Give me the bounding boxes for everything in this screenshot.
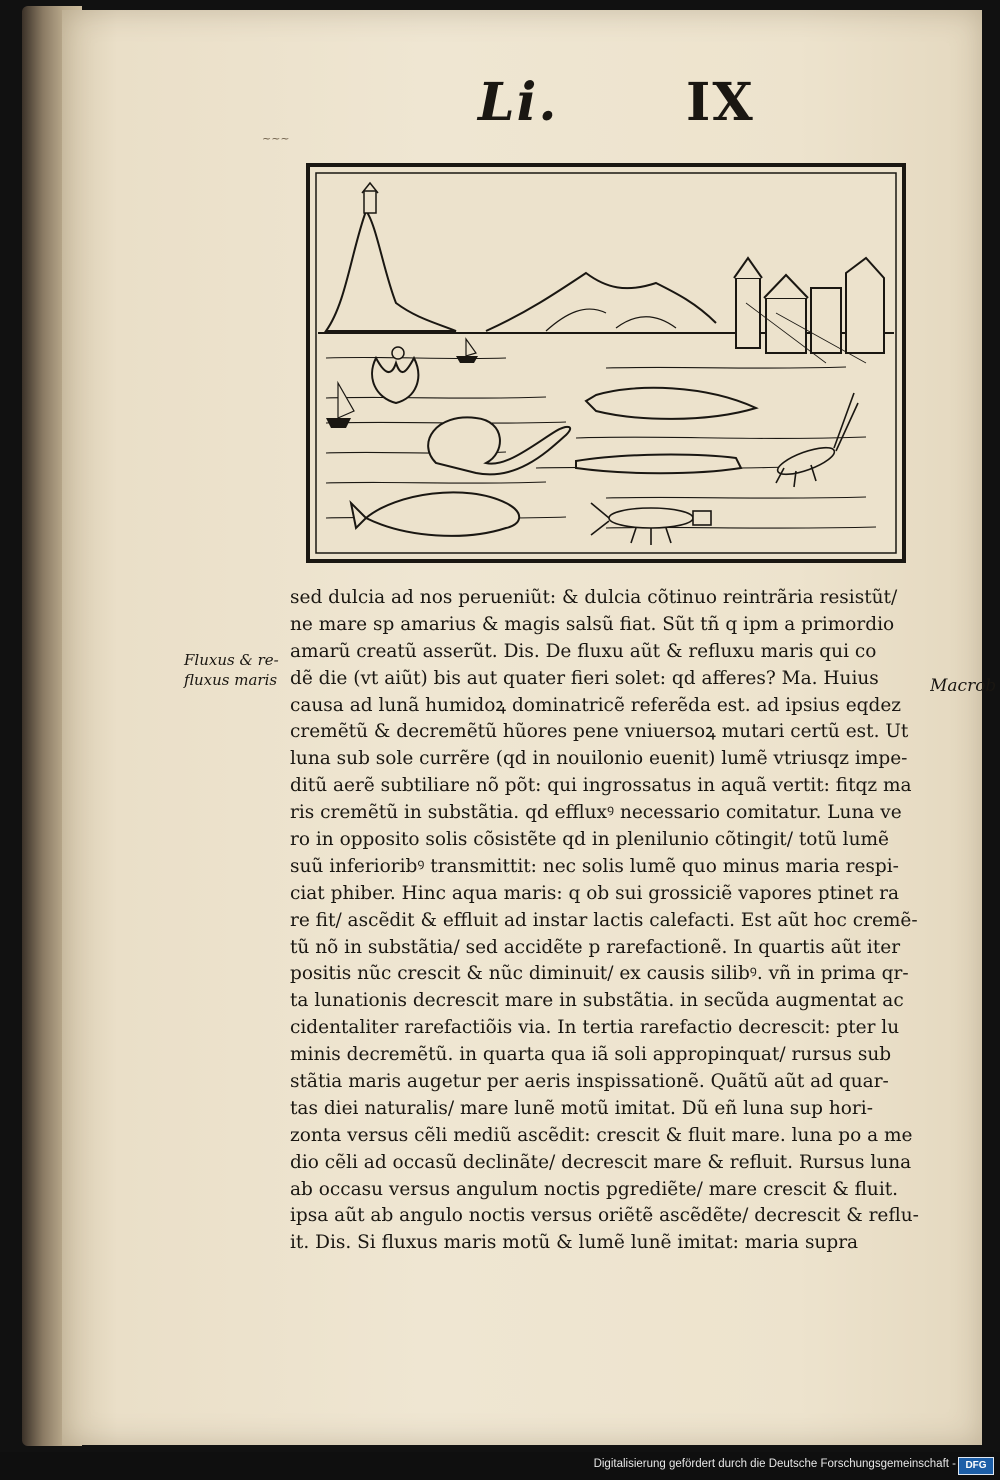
funding-caption: Digitalisierung gefördert durch die Deutsche Forschungsgemeinschaft -	[593, 1458, 956, 1470]
text-line: ris cremẽtũ in substãtia. qd effluxꝰ necessario comitatur. Luna ve	[290, 802, 902, 824]
text-line: dio cẽli ad occasũ declinãte/ decrescit mare & refluit. Rursus luna	[290, 1151, 912, 1173]
text-line: ab occasu versus angulum noctis pgrediẽte/ mare crescit & fluit.	[290, 1178, 899, 1200]
text-line: ciat phiber. Hinc aqua maris: q ob sui grossiciẽ vapores ptinet ra	[290, 882, 900, 904]
text-line: stãtia maris augetur per aeris inspissationẽ. Quãtũ aũt ad quar-	[290, 1071, 889, 1093]
book-label: Li.	[478, 72, 559, 133]
text-line: cidentaliter rarefactiõis via. In tertia rarefactio decrescit: pter lu	[290, 1017, 900, 1039]
text-line: ro in opposito solis cõsistẽte qd in plenilunio cõtingit/ totũ lumẽ	[290, 829, 889, 851]
text-line: causa ad lunã humidoꝝ dominatricẽ referẽda est. ad ipsius eqdez	[290, 694, 902, 716]
text-line: ipsa aũt ab angulo noctis versus oriẽtẽ ascẽdẽte/ decrescit & reflu-	[290, 1205, 919, 1227]
text-line: tas diei naturalis/ mare lunẽ motũ imitat. Dũ eñ luna sup hori-	[290, 1097, 873, 1119]
body-text	[290, 585, 930, 1257]
text-line: ta lunationis decrescit mare in substãtia. in secũda augmentat ac	[290, 990, 904, 1012]
text-line: suũ inferioribꝰ transmittit: nec solis lumẽ quo minus maria respi-	[290, 855, 899, 877]
marginal-note-left	[184, 650, 292, 690]
woodcut-illustration	[306, 163, 906, 563]
dfg-logo-badge[interactable]: DFG	[958, 1457, 994, 1475]
text-line: luna sub sole currẽre (qd in nouilonio euenit) lumẽ vtriusqz impe-	[290, 748, 908, 770]
text-line: minis decremẽtũ. in quarta qua iã soli appropinquat/ rursus sub	[290, 1044, 892, 1066]
text-line: positis nũc crescit & nũc diminuit/ ex causis silibꝰ. vñ in prima qr-	[290, 963, 909, 985]
text-line: it. Dis. Si fluxus maris motũ & lumẽ lunẽ imitat: maria supra	[290, 1232, 859, 1254]
text-line: dẽ die (vt aiũt) bis aut quater fieri solet: qd afferes? Ma. Huius	[290, 667, 879, 689]
text-line: amarũ creatũ asserũt. Dis. De fluxu aũt & refluxu maris qui co	[290, 640, 877, 662]
text-line: ditũ aerẽ subtiliare nõ põt: qui ingrossatus in aquã vertit: fitqz ma	[290, 775, 912, 797]
book-number: IX	[686, 72, 755, 133]
text-line: zonta versus cẽli mediũ ascẽdit: crescit & fluit mare. luna po a me	[290, 1124, 913, 1146]
marginal-note-right: Macrob	[930, 676, 997, 696]
marginal-note-line: Fluxus & re-	[184, 651, 279, 669]
running-header	[478, 72, 778, 142]
text-line: ne mare sp amarius & magis salsũ fiat. Sũt tñ q ipm a primordio	[290, 613, 895, 635]
text-line: sed dulcia ad nos perueniũt: & dulcia cõtinuo reintrãria resistũt/	[290, 587, 898, 608]
marginal-scribble: ~~~	[262, 132, 290, 145]
marginal-note-line: fluxus maris	[184, 671, 278, 689]
text-line: cremẽtũ & decremẽtũ hũores pene vniuersoꝝ mutari certũ est. Ut	[290, 721, 909, 743]
fish-icon	[576, 455, 741, 474]
footer-bar	[0, 1452, 1000, 1480]
text-line: tũ nõ in substãtia/ sed accidẽte p rarefactionẽ. In quartis aũt iter	[290, 936, 901, 958]
text-line: re fit/ ascẽdit & effluit ad instar lactis calefacti. Est aũt hoc cremẽ-	[290, 909, 918, 931]
